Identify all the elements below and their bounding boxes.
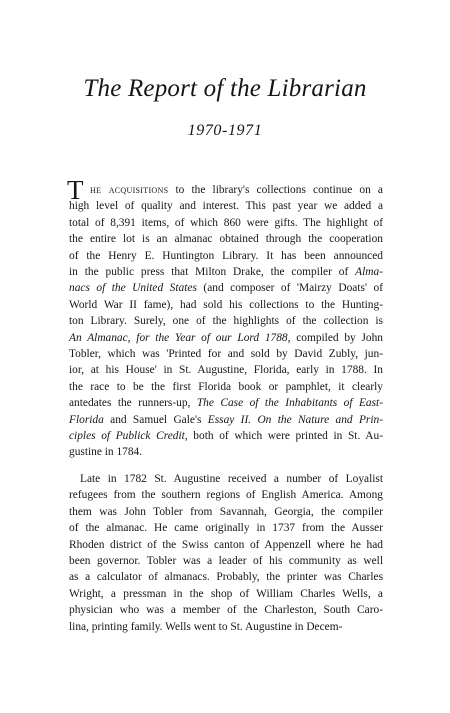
text-run: in the public press that Milton Drake, the compiler of <box>69 266 356 278</box>
text-line <box>69 281 383 295</box>
text-line <box>69 603 383 617</box>
text-run: of the almanac. He came originally in 1737 from the Ausser <box>69 522 383 535</box>
text-run: (and composer of 'Mairzy Doats' of <box>196 282 383 295</box>
text-line <box>69 331 383 345</box>
text-line <box>69 199 383 213</box>
text-line <box>69 429 383 443</box>
text-line <box>69 570 383 584</box>
report-title: The Report of the Librarian <box>83 75 367 102</box>
text-run: World War II fame), had sold his collections to the Hunting- <box>69 298 383 311</box>
text-line <box>69 380 383 394</box>
text-line <box>69 488 383 502</box>
text-line <box>69 396 383 410</box>
text-run: ton Library. Surely, one of the highlights of the collection is <box>69 315 383 328</box>
text-run: of the Henry E. Huntington Library. It has been announced <box>69 249 383 262</box>
text-run: the entire lot is an almanac obtained through the cooperation <box>69 233 383 246</box>
text-line <box>69 587 383 601</box>
text-run: physician who was a member of the Charleston, South Caro- <box>69 604 383 617</box>
text-run: as a calculator of almanacs. Probably, the printer was Charles <box>69 571 383 584</box>
text-line <box>90 183 383 197</box>
text-line <box>69 216 383 230</box>
text-run: Tobler, which was 'Printed for and sold by David Zubly, jun- <box>69 348 383 360</box>
italic-text: Alma- <box>355 266 383 278</box>
text-line <box>69 232 383 246</box>
text-line <box>69 249 383 263</box>
text-run: ior, at his House' in St. Augustine, Florida, early in 1788. In <box>69 364 383 377</box>
text-line <box>69 554 383 568</box>
text-run: antedates the runners-up, <box>69 397 197 410</box>
italic-text: Essay II. On the Nature and Prin- <box>207 413 383 426</box>
italic-text: The Case of the Inhabitants of East- <box>196 397 383 410</box>
text-line <box>69 413 383 427</box>
italic-text: An Almanac, for the Year of our Lord 1788, <box>69 331 291 344</box>
text-run: them was John Tobler from Savannah, Georgia, the compiler <box>69 505 383 518</box>
text-run: been governor. Tobler was a leader of his community as well <box>69 555 383 567</box>
drop-cap: T <box>67 175 84 205</box>
text-line <box>69 445 383 459</box>
text-line <box>80 472 383 486</box>
italic-text: Florida <box>69 413 104 426</box>
text-run: gustine in 1784. <box>69 446 143 459</box>
text-line <box>69 538 383 552</box>
report-years: 1970-1971 <box>187 122 263 139</box>
text-line <box>69 347 383 361</box>
text-line <box>69 363 383 377</box>
italic-text: nacs of the United States <box>69 282 197 295</box>
text-line <box>69 620 383 634</box>
text-line <box>69 505 383 519</box>
text-run: both of which were printed in St. Au- <box>187 430 384 442</box>
text-run: and Samuel Gale's <box>103 413 208 426</box>
text-run: total of 8,391 items, of which 860 were gifts. The highlight of <box>69 216 383 229</box>
text-run: Rhoden district of the Swiss canton of Appenzell where he had <box>69 538 383 551</box>
text-run: Late in 1782 St. Augustine received a number of Loyalist <box>80 473 383 485</box>
text-run: lina, printing family. Wells went to St. Augustine in Decem- <box>69 620 343 633</box>
text-line <box>69 298 383 312</box>
text-run: refugees from the southern regions of English America. Among <box>69 489 383 502</box>
text-line <box>69 521 383 535</box>
text-line <box>69 314 383 328</box>
text-run: compiled by John <box>290 331 383 344</box>
text-line <box>69 265 383 279</box>
text-run: high level of quality and interest. This past year we added a <box>69 200 383 213</box>
italic-text: ciples of Publick Credit, <box>69 430 188 442</box>
text-run: to the library's collections continue on a <box>168 184 383 196</box>
small-caps-text: he acquisitions <box>90 184 169 196</box>
text-run: Wright, a pressman in the shop of William Charles Wells, a <box>69 587 383 600</box>
text-run: the race to be the first Florida book or pamphlet, it clearly <box>69 380 383 393</box>
